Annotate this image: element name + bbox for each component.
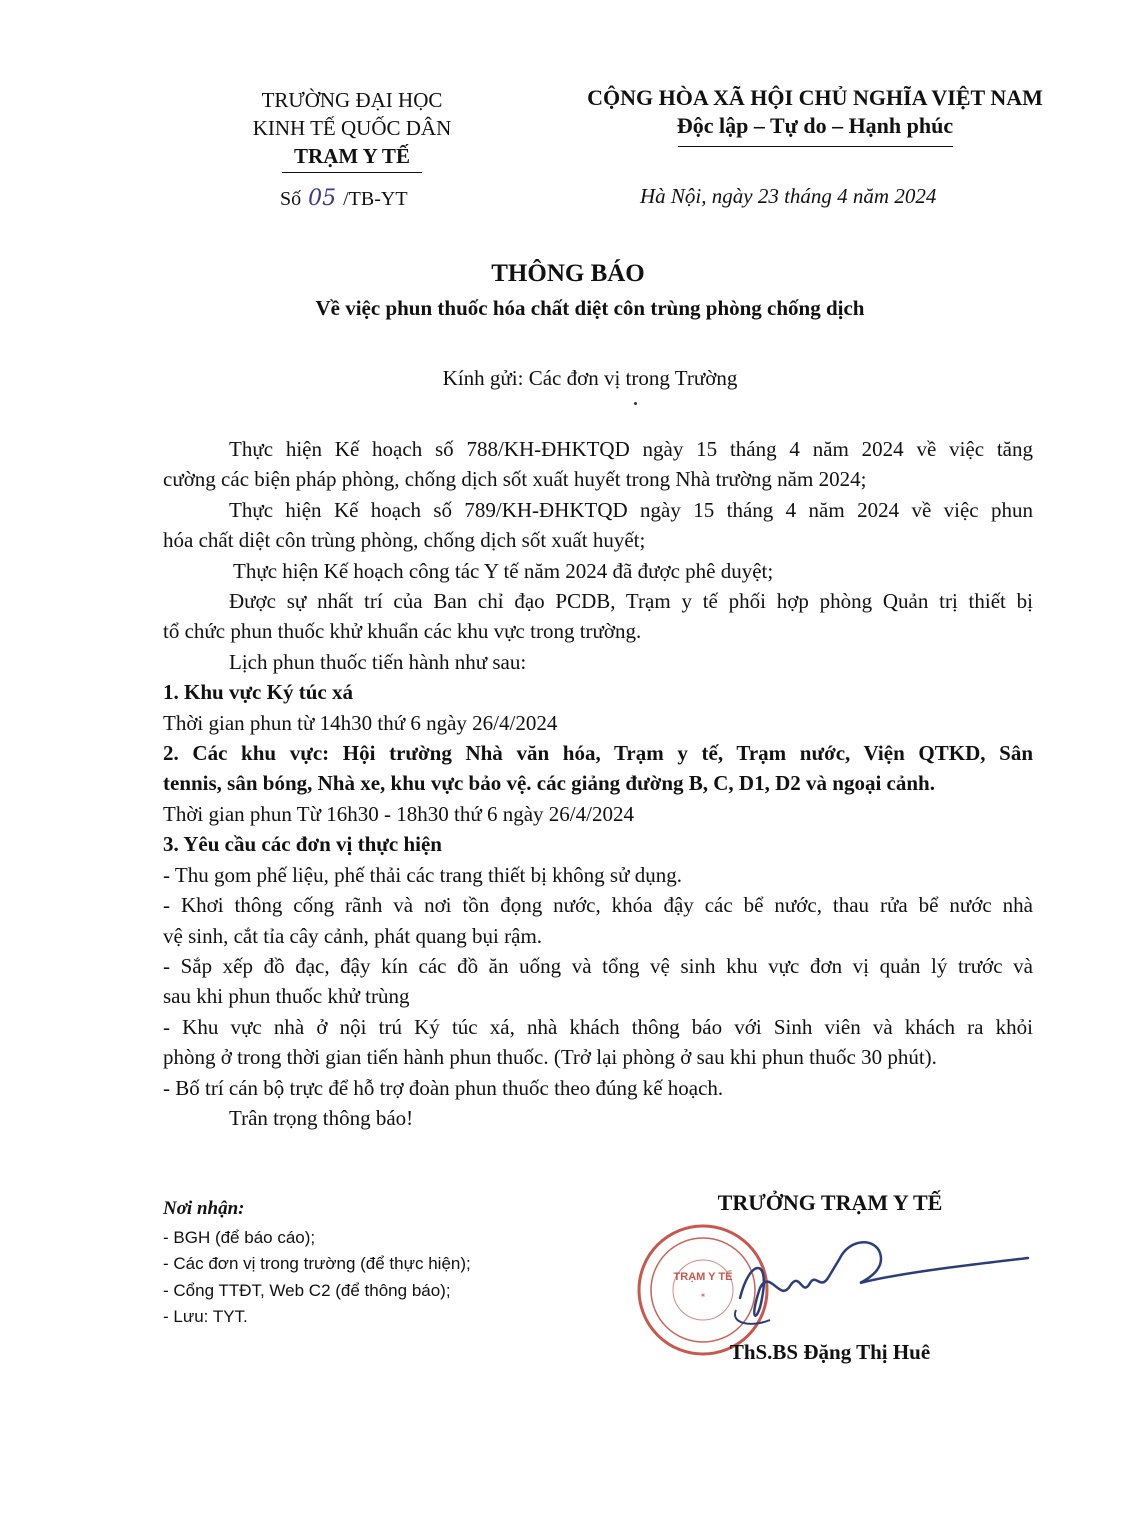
requirement-2-line-1: - Khơi thông cống rãnh và nơi tồn đọng nước, khóa đậy các bể nước, thau rửa bể nước nhà [163,893,1033,918]
requirement-5: - Bố trí cán bộ trực để hỗ trợ đoàn phun thuốc theo đúng kế hoạch. [163,1075,724,1100]
issuing-organization [222,86,482,173]
document-subtitle: Về việc phun thuốc hóa chất diệt côn trùng phòng chống dịch [315,296,865,320]
signer-name: ThS.BS Đặng Thị Huê [729,1340,931,1364]
requirement-3-line-2: sau khi phun thuốc khử trùng [163,984,410,1009]
section-2-time: Thời gian phun Từ 16h30 - 18h30 thứ 6 ngày 26/4/2024 [163,801,634,826]
paragraph-1-line-2: cường các biện pháp phòng, chống dịch sốt xuất huyết trong Nhà trường năm 2024; [163,467,867,492]
paragraph-2-line-2: hóa chất diệt côn trùng phòng, chống dịch sốt xuất huyết; [163,528,646,553]
document-number [280,186,408,211]
svg-text:✶: ✶ [699,1291,707,1300]
recipients-heading: Nơi nhận: [163,1198,245,1219]
stray-dot [634,402,637,405]
stamp-text: TRẠM Y TẾ [673,1271,733,1283]
recipient-item: - Các đơn vị trong trường (để thực hiện); [163,1254,471,1273]
document-number-handwritten: 05 [308,186,337,211]
requirement-1: - Thu gom phế liệu, phế thải các trang thiết bị không sử dụng. [163,862,682,887]
org-line-faculty: KINH TẾ QUỐC DÂN [252,116,452,140]
motto-underline [678,146,953,147]
requirement-2-line-2: vệ sinh, cắt tỉa cây cảnh, phát quang bụi rậm. [163,923,543,948]
document-number-suffix: /TB-YT [343,188,408,210]
paragraph-5: Lịch phun thuốc tiến hành như sau: [229,649,527,674]
paragraph-1-line-1: Thực hiện Kế hoạch số 788/KH-ĐHKTQD ngày 15 tháng 4 năm 2024 về việc tăng [229,437,1033,461]
national-header [545,84,1085,147]
org-line-university: TRƯỜNG ĐẠI HỌC [261,88,443,112]
section-1-time: Thời gian phun từ 14h30 thứ 6 ngày 26/4/2024 [163,710,558,735]
document-number-prefix: Số [280,188,302,210]
requirement-4-line-1: - Khu vực nhà ở nội trú Ký túc xá, nhà khách thông báo với Sinh viên và khách ra khỏi [163,1014,1033,1039]
national-title: CỘNG HÒA XÃ HỘI CHỦ NGHĨA VIỆT NAM [587,85,1043,110]
national-motto: Độc lập – Tự do – Hạnh phúc [676,113,954,138]
recipient-item: - Lưu: TYT. [163,1307,248,1326]
requirement-3-line-1: - Sắp xếp đồ đạc, đậy kín các đồ ăn uống và tổng vệ sinh khu vực đơn vị quản lý trước và [163,953,1033,978]
org-underline [282,172,422,173]
closing-line: Trân trọng thông báo! [229,1105,414,1130]
addressee: Kính gửi: Các đơn vị trong Trường [442,366,738,390]
paragraph-4-line-2: tổ chức phun thuốc khử khuẩn các khu vực trong trường. [163,619,642,644]
handwritten-signature [700,1228,1030,1338]
section-3-heading: 3. Yêu cầu các đơn vị thực hiện [163,832,442,857]
org-line-department: TRẠM Y TẾ [294,144,410,168]
requirement-4-line-2: phòng ở trong thời gian tiến hành phun thuốc. (Trở lại phòng ở sau khi phun thuốc 30 phút). [163,1045,937,1070]
section-2-heading-line-1: 2. Các khu vực: Hội trường Nhà văn hóa, Trạm y tế, Trạm nước, Viện QTKD, Sân [163,741,1033,766]
recipient-item: - Cổng TTĐT, Web C2 (để thông báo); [163,1280,451,1300]
document-body [163,434,1033,1133]
recipient-item: - BGH (để báo cáo); [163,1227,316,1247]
section-1-heading: 1. Khu vực Ký túc xá [163,680,353,705]
paragraph-2-line-1: Thực hiện Kế hoạch số 789/KH-ĐHKTQD ngày 15 tháng 4 năm 2024 về việc phun [229,497,1033,522]
paragraph-3: Thực hiện Kế hoạch công tác Y tế năm 2024 đã được phê duyệt; [233,558,774,583]
document-title: THÔNG BÁO [491,260,645,287]
document-date: Hà Nội, ngày 23 tháng 4 năm 2024 [640,184,937,208]
paragraph-4-line-1: Được sự nhất trí của Ban chỉ đạo PCDB, Trạm y tế phối hợp phòng Quản trị thiết bị [229,589,1033,614]
section-2-heading-line-2: tennis, sân bóng, Nhà xe, khu vực bảo vệ. các giảng đường B, C, D1, D2 và ngoại cảnh. [163,771,935,796]
recipients-block [163,1196,471,1331]
signer-title: TRƯỞNG TRẠM Y TẾ [717,1190,943,1215]
